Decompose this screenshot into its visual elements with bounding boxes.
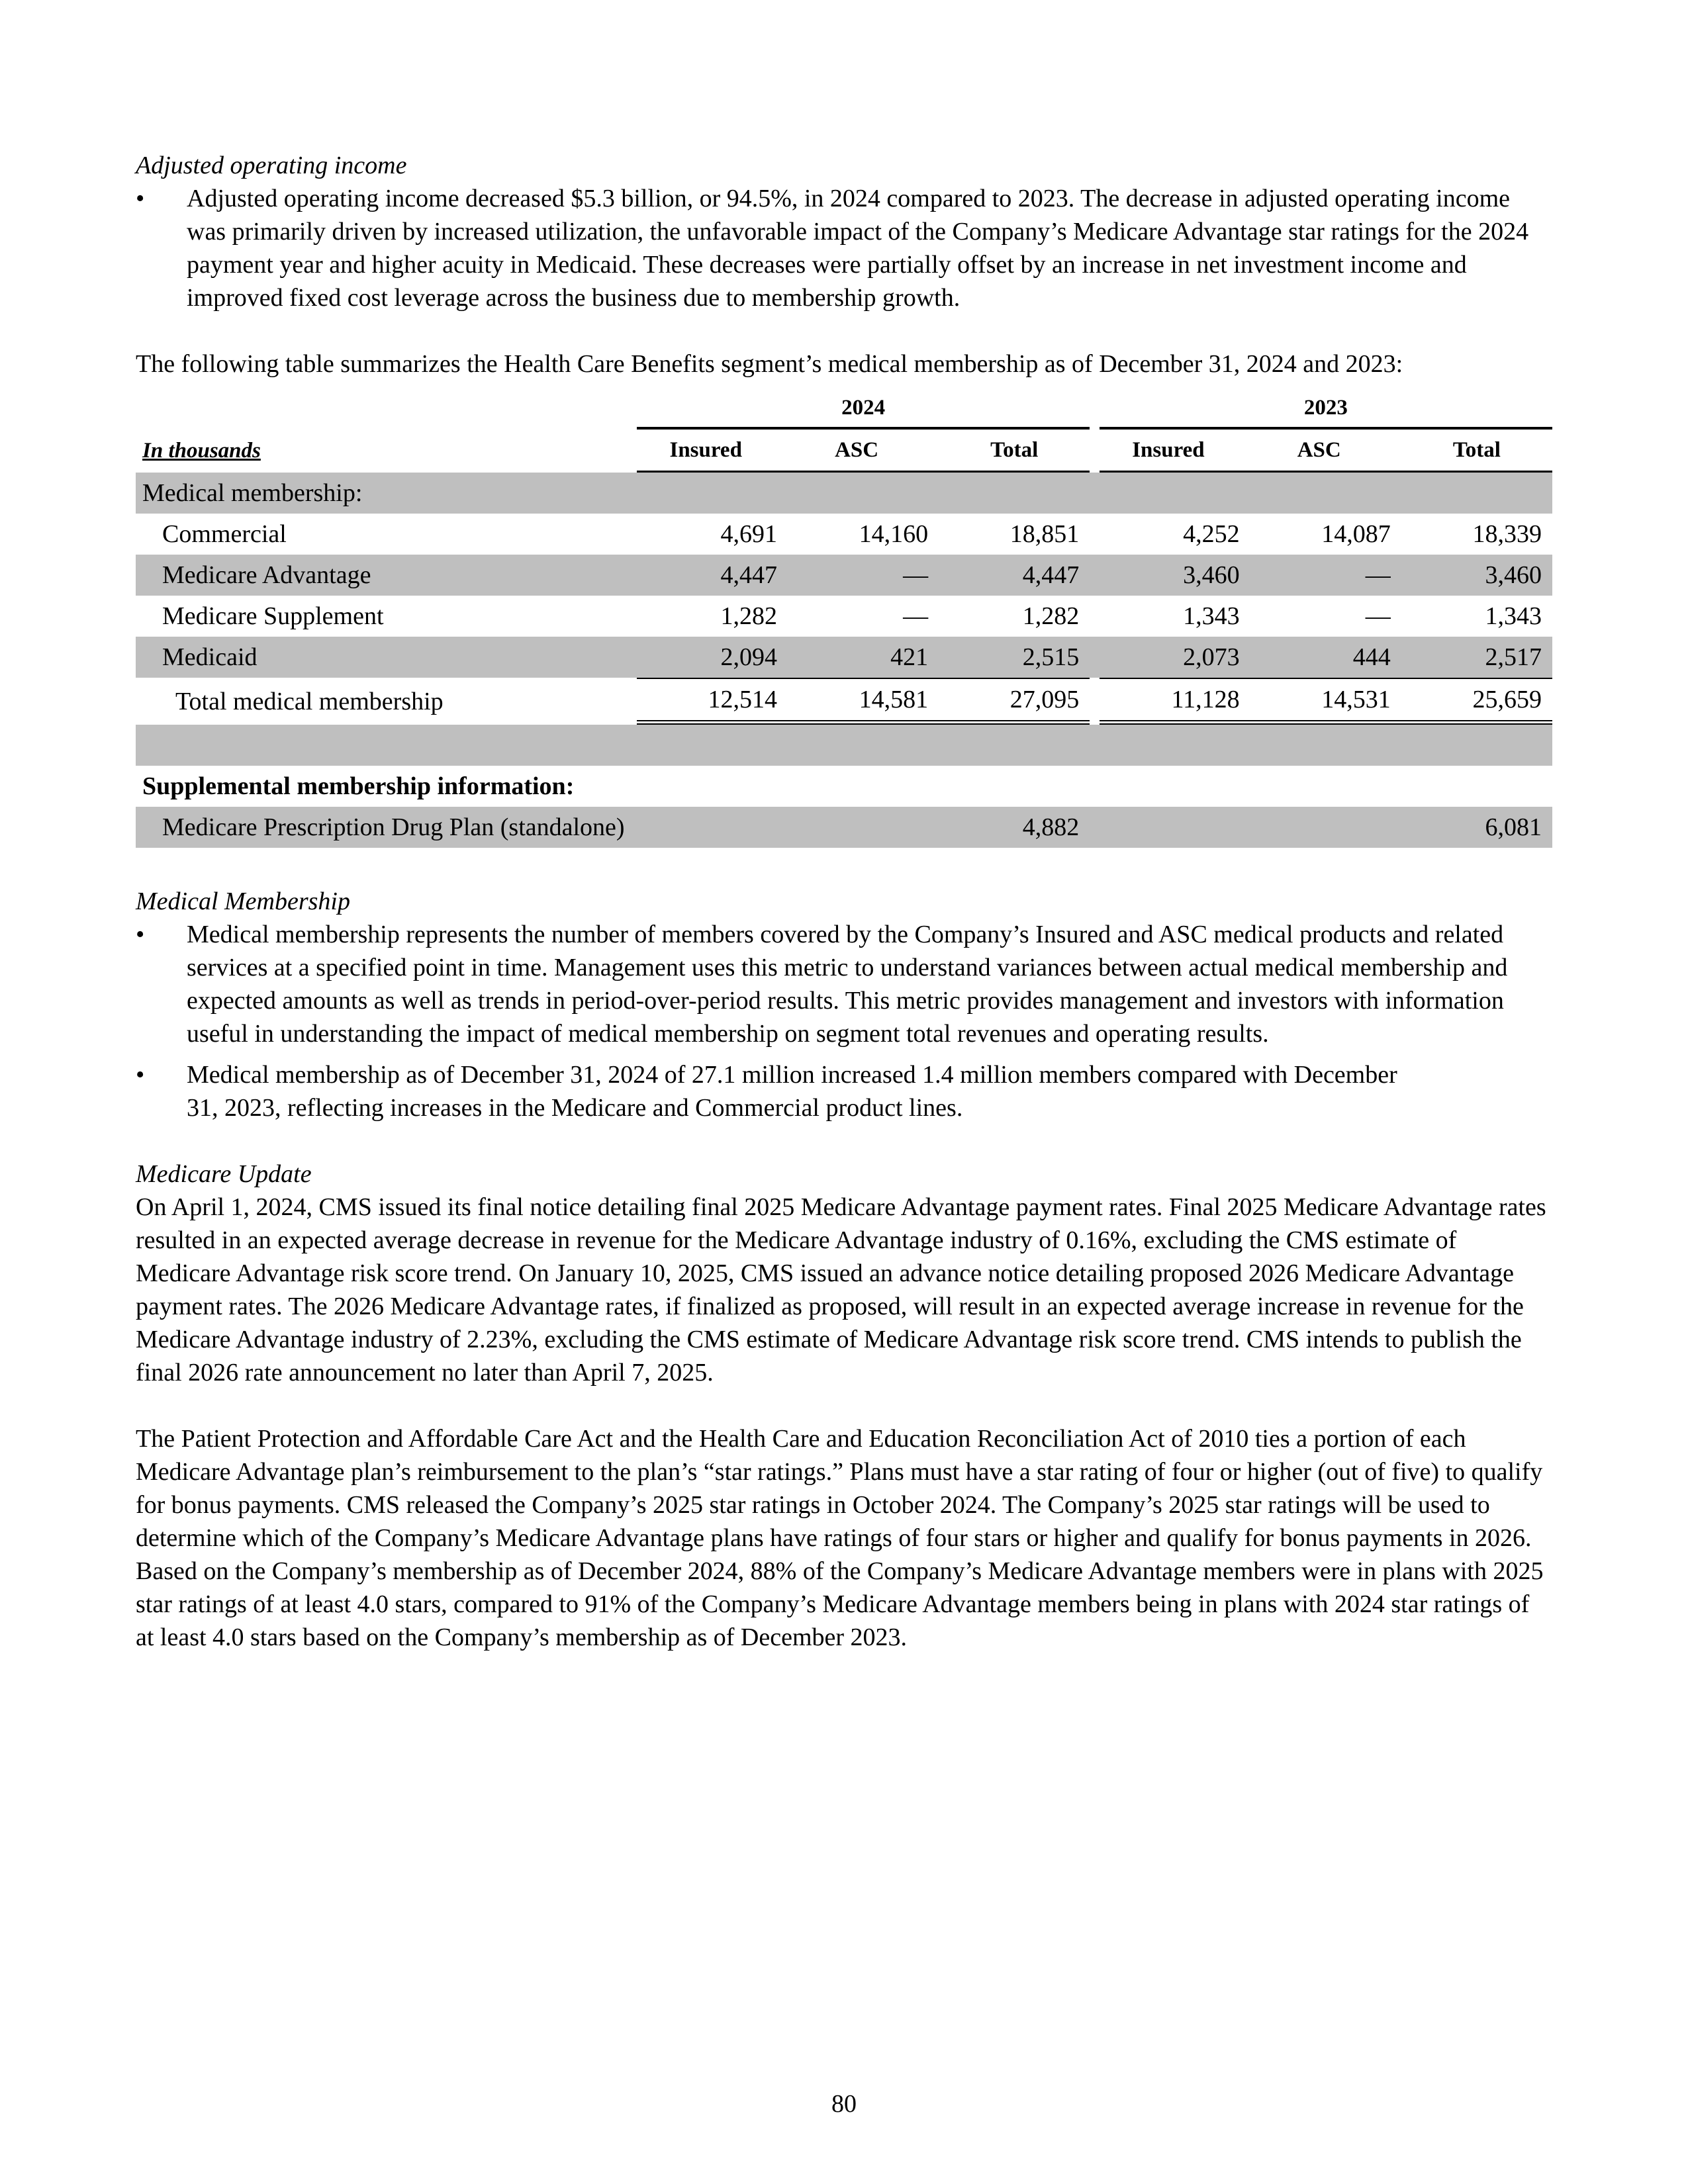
- cell-value: 2,515: [939, 637, 1090, 678]
- cell-value: 3,460: [1401, 555, 1552, 596]
- group-header-row: [136, 473, 1552, 514]
- cell-value: —: [788, 555, 939, 596]
- cell-value: 18,339: [1472, 520, 1542, 548]
- total-value: 12,514: [637, 678, 788, 725]
- section-heading-medical-membership: Medical Membership: [136, 887, 350, 915]
- cell-value: 14,087: [1321, 520, 1391, 548]
- paragraph: The Patient Protection and Affordable Care Act and the Health Care and Education Reconciliation Act of 2010 ties a portion of each Medicare Advantage plan’s reimbursement to the plan’s “star ratings.” Plans must have a star rating of four or higher (out of five) to qualify for bonus payments. CMS released the Company’s 2025 star ratings in October 2024. The Company’s 2025 star ratings will be used to determine which of the Company’s Medicare Advantage plans have ratings of four stars or higher and qualify for bonus payments in 2026. Based on the Company’s membership as of December 2024, 88% of the Company’s Medicare Advantage members were in plans with 2025 star ratings of at least 4.0 stars, compared to 91% of the Company’s Medicare Advantage members being in plans with 2024 star ratings of at least 4.0 stars based on the Company’s membership as of December 2023.: [136, 1425, 1544, 1651]
- cell-value: 14,160: [859, 520, 929, 548]
- row-label: Commercial: [162, 520, 287, 548]
- cell-value: 4,691: [720, 520, 778, 548]
- cell-value: 1,343: [1183, 602, 1240, 630]
- section-heading-medicare-update: Medicare Update: [136, 1160, 312, 1188]
- year-header-row: [136, 388, 1552, 430]
- table-row: [136, 555, 1552, 596]
- col-header-total-2024: Total: [939, 430, 1090, 473]
- row-label: Medicare Advantage: [136, 555, 627, 596]
- cell-value: 2,517: [1401, 637, 1552, 678]
- bullet-item: [136, 182, 1552, 314]
- cell-value: 1,343: [1485, 602, 1542, 630]
- bullet-item: [136, 918, 1552, 1050]
- total-value: 14,531: [1250, 678, 1401, 725]
- cell-value: 4,252: [1183, 520, 1240, 548]
- table-row: [136, 514, 1552, 555]
- cell-value: —: [1250, 555, 1401, 596]
- cell-value: —: [903, 602, 929, 630]
- row-label: Medicare Supplement: [162, 602, 384, 630]
- cell-value: 2,094: [637, 637, 788, 678]
- bullet-icon: •: [136, 1061, 145, 1089]
- total-row: [136, 678, 1552, 725]
- supplemental-row-label: Medicare Prescription Drug Plan (standalone): [136, 807, 925, 848]
- year-header-2023: 2023: [1100, 388, 1552, 430]
- total-value: 27,095: [939, 678, 1090, 725]
- bullet-item: [136, 1058, 1552, 1124]
- total-value: 25,659: [1401, 678, 1552, 725]
- spacer-row: [136, 725, 1552, 766]
- bullet-text: Medical membership represents the number of members covered by the Company’s Insured and ASC medical products and related services at a specified point in time. Management uses this metric to understand variances between actual medical membership and expected amounts as well as trends in period-over-period results. This metric provides management and investors with information useful in understanding the impact of medical membership on segment total revenues and operating results.: [187, 921, 1508, 1048]
- cell-value: 4,447: [939, 555, 1090, 596]
- cell-value: 4,447: [637, 555, 788, 596]
- bullet-text: Medical membership as of December 31, 2024 of 27.1 million increased 1.4 million members compared with December 31, 2023, reflecting increases in the Medicare and Commercial product lines.: [187, 1061, 1397, 1122]
- paragraph: On April 1, 2024, CMS issued its final notice detailing final 2025 Medicare Advantage payment rates. Final 2025 Medicare Advantage rates resulted in an expected average decrease in revenue for the Medicare Advantage industry of 0.16%, excluding the CMS estimate of Medicare Advantage risk score trend. On January 10, 2025, CMS issued an advance notice detailing proposed 2026 Medicare Advantage payment rates. The 2026 Medicare Advantage rates, if finalized as proposed, will result in an expected average increase in revenue for the Medicare Advantage industry of 2.23%, excluding the CMS estimate of Medicare Advantage risk score trend. CMS intends to publish the final 2026 rate announcement no later than April 7, 2025.: [136, 1193, 1546, 1387]
- bullet-icon: •: [136, 185, 145, 212]
- page-number: 80: [831, 2090, 857, 2118]
- bullet-text: Adjusted operating income decreased $5.3 billion, or 94.5%, in 2024 compared to 2023. The decrease in adjusted operating income was primarily driven by increased utilization, the unfavorable impact of the Company’s Medicare Advantage star ratings for the 2024 payment year and higher acuity in Medicaid. These decreases were partially offset by an increase in net investment income and improved fixed cost leverage across the business due to membership growth.: [187, 185, 1529, 312]
- supplemental-label: Supplemental membership information:: [142, 772, 575, 800]
- total-value: 11,128: [1100, 678, 1250, 725]
- cell-value: 444: [1250, 637, 1401, 678]
- cell-value: 421: [788, 637, 939, 678]
- col-header-insured-2023: Insured: [1100, 430, 1238, 473]
- col-header-asc-2023: ASC: [1250, 430, 1388, 473]
- table-row: [136, 596, 1552, 637]
- total-label: Total medical membership: [175, 687, 444, 715]
- cell-value: 1,282: [720, 602, 778, 630]
- table-row: [136, 637, 1552, 678]
- supplemental-total-2024: 4,882: [939, 807, 1090, 848]
- col-header-total-2023: Total: [1401, 430, 1552, 473]
- bullet-icon: •: [136, 921, 145, 948]
- year-header-2024: 2024: [637, 388, 1090, 430]
- row-label: Medicaid: [136, 637, 627, 678]
- cell-value: 1,282: [1022, 602, 1080, 630]
- col-header-insured-2024: Insured: [637, 430, 775, 473]
- document-page: [136, 149, 1552, 1654]
- supplemental-header-row: [136, 766, 1552, 807]
- cell-value: —: [1365, 602, 1391, 630]
- membership-table: [136, 388, 1552, 848]
- total-value: 14,581: [788, 678, 939, 725]
- col-header-asc-2024: ASC: [788, 430, 925, 473]
- cell-value: 18,851: [1009, 520, 1080, 548]
- cell-value: 2,073: [1100, 637, 1250, 678]
- cell-value: 3,460: [1100, 555, 1250, 596]
- section-heading-adjusted-operating-income: Adjusted operating income: [136, 152, 407, 179]
- table-intro: The following table summarizes the Health Care Benefits segment’s medical membership as of December 31, 2024 and 2023:: [136, 350, 1403, 378]
- column-header-row: [136, 430, 1552, 473]
- supplemental-total-2023: 6,081: [1401, 807, 1552, 848]
- units-label: In thousands: [142, 439, 261, 463]
- group-label: Medical membership:: [136, 473, 1552, 514]
- supplemental-row: [136, 807, 1552, 848]
